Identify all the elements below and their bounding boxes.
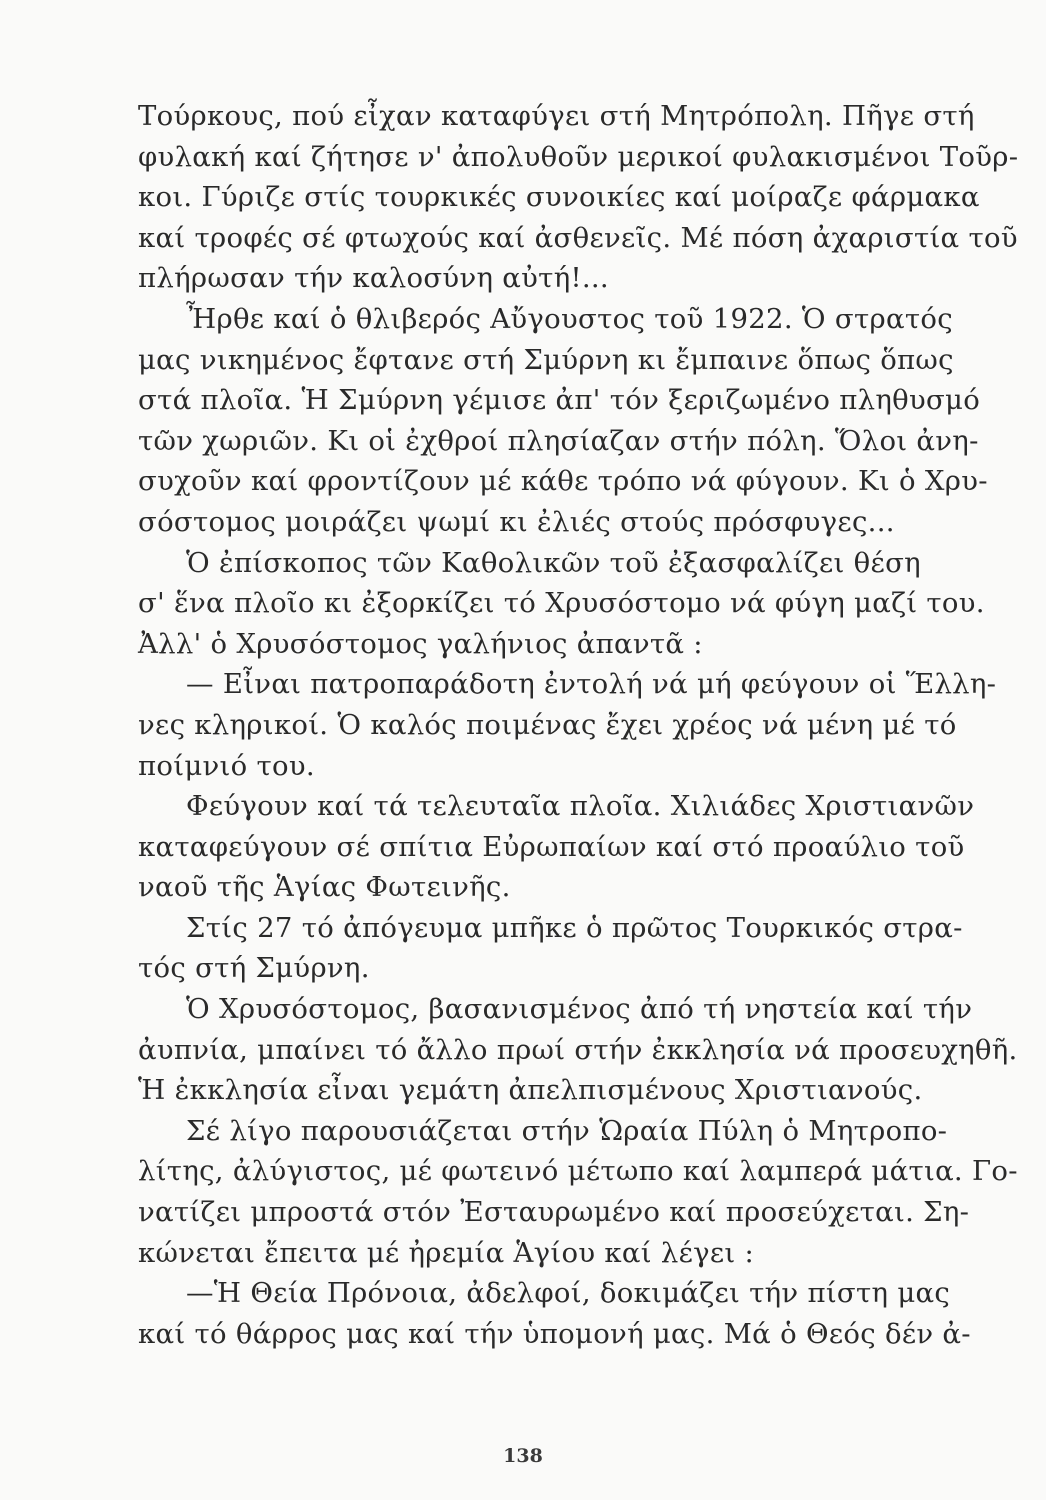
text-line: Ἦρθε καί ὁ θλιβερός Αὔγουστος τοῦ 1922. Ὁ στρατός	[186, 302, 953, 335]
text-line: τῶν χωριῶν. Κι οἱ ἐχθροί πλησίαζαν στήν πόλη. Ὅλοι ἀνη-	[138, 424, 979, 457]
text-line: — Εἶναι πατροπαράδοτη ἐντολή νά μή φεύγουν οἱ Ἕλλη-	[186, 668, 997, 701]
text-line: Σέ λίγο παρουσιάζεται στήν Ὡραία Πύλη ὁ Μητροπο-	[186, 1114, 948, 1147]
body-text	[138, 96, 1018, 1354]
text-line: Ἡ ἐκκλησία εἶναι γεμάτη ἀπελπισμένους Χριστιανούς.	[138, 1074, 923, 1107]
page-number: 138	[503, 1445, 543, 1467]
text-line: ἀυπνία, μπαίνει τό ἄλλο πρωί στήν ἐκκλησία νά προσευχηθῆ.	[138, 1033, 1018, 1066]
text-line: στά πλοῖα. Ἡ Σμύρνη γέμισε ἀπ' τόν ξεριζωμένο πληθυσμό	[138, 384, 981, 417]
text-line: μας νικημένος ἔφτανε στή Σμύρνη κι ἔμπαινε ὅπως ὅπως	[138, 343, 954, 376]
text-line: νες κληρικοί. Ὁ καλός ποιμένας ἔχει χρέος νά μένη μέ τό	[138, 708, 957, 741]
text-line: καί τροφές σέ φτωχούς καί ἀσθενεῖς. Μέ πόση ἀχαριστία τοῦ	[138, 221, 1018, 254]
text-line: λίτης, ἀλύγιστος, μέ φωτεινό μέτωπο καί λαμπερά μάτια. Γο-	[138, 1155, 1018, 1188]
text-line: κοι. Γύριζε στίς τουρκικές συνοικίες καί μοίραζε φάρμακα	[138, 181, 980, 214]
text-line: Ἀλλ' ὁ Χρυσόστομος γαλήνιος ἀπαντᾶ :	[138, 627, 703, 660]
text-line: Τούρκους, πού εἶχαν καταφύγει στή Μητρόπολη. Πῆγε στή	[138, 100, 975, 132]
text-line: φυλακή καί ζήτησε ν' ἀπολυθοῦν μερικοί φυλακισμένοι Τοῦρ-	[138, 140, 1019, 173]
text-line: Ὁ Χρυσόστομος, βασανισμένος ἀπό τή νηστεία καί τήν	[186, 993, 973, 1026]
text-line: Ὁ ἐπίσκοπος τῶν Καθολικῶν τοῦ ἐξασφαλίζει θέση	[186, 546, 921, 579]
text-line: Στίς 27 τό ἀπόγευμα μπῆκε ὁ πρῶτος Τουρκικός στρα-	[186, 911, 963, 944]
text-line: ναοῦ τῆς Ἁγίας Φωτεινῆς.	[138, 871, 511, 904]
text-line: σόστομος μοιράζει ψωμί κι ἐλιές στούς πρόσφυγες...	[138, 505, 895, 538]
text-line: τός στή Σμύρνη.	[138, 952, 370, 985]
text-line: νατίζει μπροστά στόν Ἐσταυρωμένο καί προσεύχεται. Ση-	[138, 1196, 970, 1229]
text-line: πλήρωσαν τήν καλοσύνη αὐτή!...	[138, 262, 609, 295]
text-line: ποίμνιό του.	[138, 749, 315, 782]
text-line: Φεύγουν καί τά τελευταῖα πλοῖα. Χιλιάδες Χριστιανῶν	[186, 790, 975, 823]
text-line: καταφεύγουν σέ σπίτια Εὐρωπαίων καί στό προαύλιο τοῦ	[138, 830, 965, 863]
text-line: κώνεται ἔπειτα μέ ἠρεμία Ἁγίου καί λέγει :	[138, 1236, 755, 1269]
text-line: συχοῦν καί φροντίζουν μέ κάθε τρόπο νά φύγουν. Κι ὁ Χρυ-	[138, 465, 988, 498]
text-line: καί τό θάρρος μας καί τήν ὑπομονή μας. Μά ὁ Θεός δέν ἀ-	[138, 1317, 971, 1350]
text-line: σ' ἕνα πλοῖο κι ἐξορκίζει τό Χρυσόστομο νά φύγη μαζί του.	[138, 587, 985, 620]
text-line: —Ἡ Θεία Πρόνοια, ἀδελφοί, δοκιμάζει τήν πίστη μας	[186, 1277, 951, 1310]
